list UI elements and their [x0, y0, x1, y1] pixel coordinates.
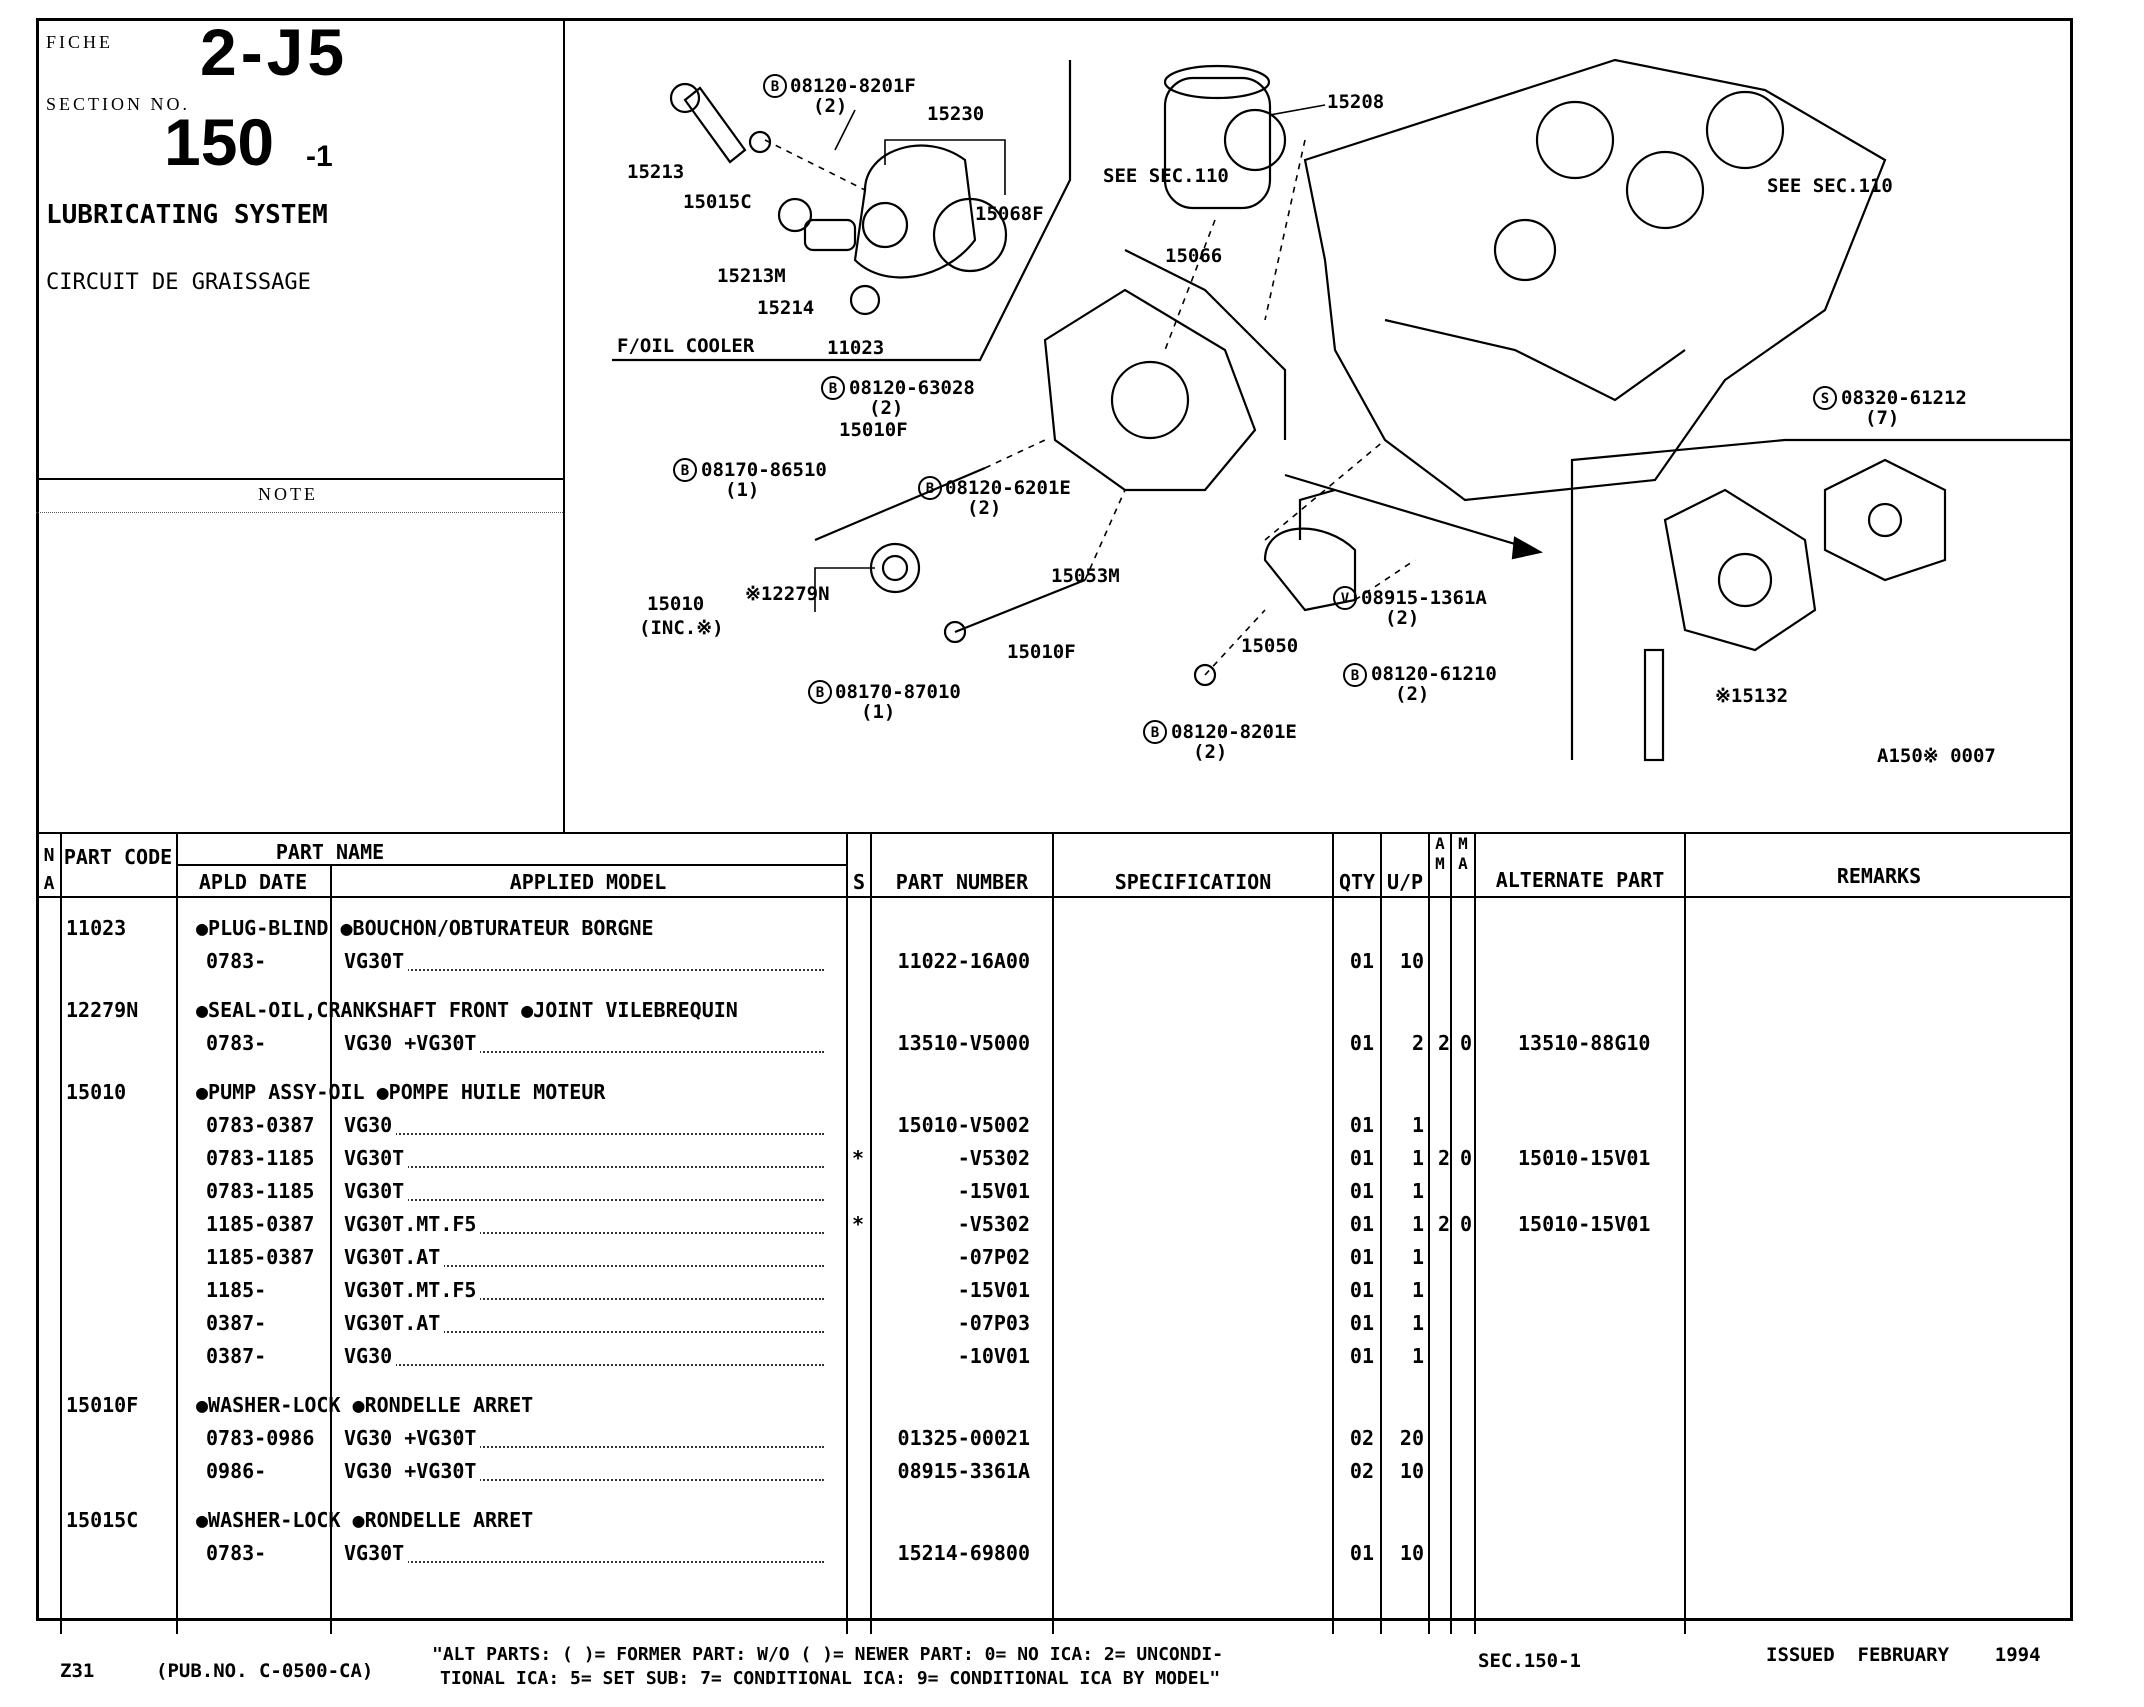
part-number: 15214-69800	[897, 1541, 1030, 1565]
apld-date: 0783-0387	[206, 1113, 315, 1137]
apld-date: 0783-1185	[206, 1146, 315, 1170]
label-08120-6201E-qty: (2)	[967, 497, 1002, 519]
label-08320-61212: 08320-61212	[1841, 387, 1967, 409]
crankshaft-seal-inner	[883, 556, 907, 580]
label-15208: 15208	[1327, 91, 1385, 113]
unit-pack: 10	[1399, 949, 1424, 973]
part-number: -15V01	[957, 1278, 1030, 1302]
section-value: 150	[164, 105, 275, 179]
label-08320-61212-qty: (7)	[1865, 407, 1900, 429]
oil-cooler-bolt	[685, 88, 745, 162]
apld-date: 1185-0387	[206, 1245, 315, 1269]
quantity: 01	[1349, 1179, 1374, 1203]
header-applied-model: APPLIED MODEL	[509, 870, 667, 894]
part-number: -07P03	[957, 1311, 1030, 1335]
header-alternate-part: ALTERNATE PART	[1495, 868, 1665, 892]
quantity: 01	[1349, 1344, 1374, 1368]
mark-B-3: B	[680, 463, 690, 479]
apld-date: 1185-	[206, 1278, 267, 1302]
alternate-part: 13510-88G10	[1518, 1031, 1651, 1055]
part-code: 15010	[66, 1080, 127, 1104]
oil-cooler-body	[855, 146, 975, 278]
label-15015C: 15015C	[683, 191, 752, 213]
apld-date: 0783-	[206, 949, 267, 973]
quantity: 01	[1349, 1541, 1374, 1565]
unit-pack: 10	[1399, 1459, 1424, 1483]
oil-pump-gasket	[1125, 250, 1285, 440]
quantity: 02	[1349, 1426, 1374, 1450]
header-specification: SPECIFICATION	[1114, 870, 1272, 894]
supersession-mark: *	[852, 1146, 865, 1170]
label-15213: 15213	[627, 161, 685, 183]
col-line-code	[176, 832, 178, 1634]
label-08915-1361A-qty: (2)	[1385, 607, 1420, 629]
leader-15208	[1270, 105, 1325, 115]
label-08120-8201F-qty: (2)	[813, 95, 848, 117]
oil-cooler-plug	[851, 286, 879, 314]
ica-code-ma: 0	[1460, 1031, 1473, 1055]
dot-leader	[344, 1561, 824, 1563]
applied-model: VG30 +VG30T	[344, 1426, 480, 1450]
label-08120-61210-qty: (2)	[1395, 683, 1430, 705]
oil-pump-housing	[1045, 290, 1255, 490]
quantity: 01	[1349, 1146, 1374, 1170]
apld-date: 1185-0387	[206, 1212, 315, 1236]
guide-line-8	[1265, 440, 1385, 540]
unit-pack: 1	[1411, 1113, 1424, 1137]
header-am: A M	[1435, 834, 1445, 873]
title-english: LUBRICATING SYSTEM	[46, 200, 328, 230]
applied-model: VG30T.AT	[344, 1245, 444, 1269]
part-number: -15V01	[957, 1179, 1030, 1203]
applied-model: VG30T.MT.F5	[344, 1212, 480, 1236]
footer-legend-2: TIONAL ICA: 5= SET SUB: 7= CONDITIONAL ICA: 9= CONDITIONAL ICA BY MODEL"	[440, 1668, 1221, 1689]
part-number: 01325-00021	[897, 1426, 1030, 1450]
label-15214: 15214	[757, 297, 815, 319]
label-08120-63028-qty: (2)	[869, 397, 904, 419]
unit-pack: 1	[1411, 1245, 1424, 1269]
inset-arrow	[1285, 475, 1535, 550]
section-label: SECTION NO.	[46, 94, 190, 114]
col-line-pn	[1052, 832, 1054, 1634]
label-08120-8201E: 08120-8201E	[1171, 721, 1297, 743]
note-under-rule	[36, 512, 563, 513]
oil-cooler-bolt-head	[671, 84, 699, 112]
label-15010F-b: 15010F	[1007, 641, 1076, 663]
apld-date: 0783-1185	[206, 1179, 315, 1203]
exploded-parts-diagram	[565, 20, 2071, 832]
header-part-code: PART CODE	[63, 845, 173, 869]
label-11023: 11023	[827, 337, 885, 359]
header-part-number: PART NUMBER	[895, 870, 1029, 894]
label-15213M: 15213M	[717, 265, 786, 287]
part-name: ●PLUG-BLIND ●BOUCHON/OBTURATEUR BORGNE	[196, 916, 654, 940]
applied-model: VG30	[344, 1113, 396, 1137]
header-remarks: REMARKS	[1836, 864, 1922, 888]
quantity: 02	[1349, 1459, 1374, 1483]
guide-line-4	[985, 440, 1045, 468]
oil-cooler-nut	[779, 199, 811, 231]
header-bottom-rule	[36, 896, 2073, 898]
crankshaft-seal	[871, 544, 919, 592]
header-up: U/P	[1386, 870, 1424, 894]
quantity: 01	[1349, 949, 1374, 973]
label-15010F-a: 15010F	[839, 419, 908, 441]
oil-strainer-pipe	[1300, 490, 1335, 540]
mark-B-1: B	[770, 79, 780, 95]
fiche-value: 2-J5	[200, 15, 349, 89]
note-label: NOTE	[258, 484, 318, 504]
mark-S: S	[1820, 391, 1830, 407]
header-mid-rule	[176, 864, 848, 866]
label-15050: 15050	[1241, 635, 1299, 657]
label-15010: 15010	[647, 593, 705, 615]
label-oil-cooler: F/OIL COOLER	[617, 335, 755, 357]
unit-pack: 1	[1411, 1146, 1424, 1170]
part-number: 11022-16A00	[897, 949, 1030, 973]
apld-date: 0387-	[206, 1311, 267, 1335]
section-suffix: -1	[306, 140, 333, 173]
dot-leader	[344, 1364, 824, 1366]
label-08915-1361A: 08915-1361A	[1361, 587, 1487, 609]
applied-model: VG30 +VG30T	[344, 1031, 480, 1055]
unit-pack: 10	[1399, 1541, 1424, 1565]
inset-pump-body	[1665, 490, 1815, 650]
applied-model: VG30 +VG30T	[344, 1459, 480, 1483]
part-number: -V5302	[957, 1146, 1030, 1170]
part-number: 08915-3361A	[897, 1459, 1030, 1483]
mark-B-7: B	[1150, 725, 1160, 741]
inset-pump-rotor	[1719, 554, 1771, 606]
alternate-part: 15010-15V01	[1518, 1146, 1651, 1170]
col-line-am	[1450, 832, 1452, 1634]
engine-cylinder-2	[1627, 152, 1703, 228]
part-name: ●PUMP ASSY-OIL ●POMPE HUILE MOTEUR	[196, 1080, 606, 1104]
label-15132: ※15132	[1715, 685, 1789, 707]
unit-pack: 1	[1411, 1212, 1424, 1236]
part-number: -10V01	[957, 1344, 1030, 1368]
part-code: 15010F	[66, 1393, 139, 1417]
applied-model: VG30T	[344, 1541, 408, 1565]
engine-cylinder-1	[1537, 102, 1613, 178]
guide-line-2	[1165, 220, 1215, 350]
applied-model: VG30T.MT.F5	[344, 1278, 480, 1302]
header-apld-date: APLD DATE	[198, 870, 308, 894]
dot-leader	[344, 969, 824, 971]
inset-arrow-head	[1513, 538, 1540, 558]
col-line-ma	[1474, 832, 1476, 1634]
oil-cooler-port	[863, 203, 907, 247]
relief-valve-spring	[1645, 650, 1663, 760]
applied-model: VG30	[344, 1344, 396, 1368]
diagram-reference-code: A150※ 0007	[1877, 745, 1996, 767]
label-12279N: ※12279N	[745, 583, 830, 605]
engine-block-outline	[1305, 60, 1885, 500]
quantity: 01	[1349, 1031, 1374, 1055]
apld-date: 0783-	[206, 1031, 267, 1055]
engine-cylinder-3	[1707, 92, 1783, 168]
ica-code-am: 2	[1438, 1212, 1451, 1236]
quantity: 01	[1349, 1278, 1374, 1302]
inset-pump-cover	[1825, 460, 1945, 580]
label-08170-86510-qty: (1)	[725, 479, 760, 501]
label-08120-63028: 08120-63028	[849, 377, 975, 399]
title-french: CIRCUIT DE GRAISSAGE	[46, 270, 311, 295]
dot-leader	[344, 1133, 824, 1135]
ica-code-ma: 0	[1460, 1146, 1473, 1170]
apld-date: 0783-	[206, 1541, 267, 1565]
label-see-sec-110-a: SEE SEC.110	[1103, 165, 1229, 187]
dot-leader	[344, 1199, 824, 1201]
unit-pack: 20	[1399, 1426, 1424, 1450]
quantity: 01	[1349, 1212, 1374, 1236]
quantity: 01	[1349, 1311, 1374, 1335]
unit-pack: 1	[1411, 1344, 1424, 1368]
label-08170-87010: 08170-87010	[835, 681, 961, 703]
part-number: 13510-V5000	[897, 1031, 1030, 1055]
engine-cylinder-4	[1495, 220, 1555, 280]
col-line-na	[60, 832, 62, 1634]
engine-block-skirt	[1385, 320, 1685, 400]
apld-date: 0387-	[206, 1344, 267, 1368]
label-08170-87010-qty: (1)	[861, 701, 896, 723]
col-line-alt	[1684, 832, 1686, 1634]
label-15066: 15066	[1165, 245, 1223, 267]
part-code: 12279N	[66, 998, 139, 1022]
applied-model: VG30T.AT	[344, 1311, 444, 1335]
part-name: ●SEAL-OIL,CRANKSHAFT FRONT ●JOINT VILEBREQUIN	[196, 998, 738, 1022]
apld-date: 0986-	[206, 1459, 267, 1483]
mark-B-6: B	[815, 685, 825, 701]
oil-filter-face	[1225, 110, 1285, 170]
unit-pack: 1	[1411, 1311, 1424, 1335]
footer-section: SEC.150-1	[1478, 1650, 1581, 1672]
applied-model: VG30T	[344, 949, 408, 973]
applied-model: VG30T	[344, 1146, 408, 1170]
col-line-up	[1428, 832, 1430, 1634]
part-code: 11023	[66, 916, 127, 940]
label-08170-86510: 08170-86510	[701, 459, 827, 481]
header-na: N A	[43, 845, 55, 894]
label-15010-inc: (INC.※)	[639, 617, 724, 639]
header-ma: M A	[1458, 834, 1468, 873]
pump-inset-frame	[1572, 440, 2071, 760]
unit-pack: 2	[1411, 1031, 1424, 1055]
guide-line-1	[765, 140, 865, 190]
apld-date: 0783-0986	[206, 1426, 315, 1450]
part-name: ●WASHER-LOCK ●RONDELLE ARRET	[196, 1393, 534, 1417]
footer-legend-1: "ALT PARTS: ( )= FORMER PART: W/O ( )= NEWER PART: 0= NO ICA: 2= UNCONDI-	[432, 1644, 1224, 1665]
dot-leader	[344, 1166, 824, 1168]
oil-cooler-center-bolt	[805, 220, 855, 250]
label-15068F: 15068F	[975, 203, 1044, 225]
supersession-mark: *	[852, 1212, 865, 1236]
quantity: 01	[1349, 1245, 1374, 1269]
footer-pub-no: (PUB.NO. C-0500-CA)	[156, 1660, 374, 1682]
ica-code-am: 2	[1438, 1031, 1451, 1055]
label-15230: 15230	[927, 103, 985, 125]
label-15053M: 15053M	[1051, 565, 1120, 587]
oil-pump-rotor	[1112, 362, 1188, 438]
fiche-label: FICHE	[46, 32, 114, 52]
label-see-sec-110-b: SEE SEC.110	[1767, 175, 1893, 197]
mark-B-2: B	[828, 381, 838, 397]
alternate-part: 15010-15V01	[1518, 1212, 1651, 1236]
mark-V: V	[1340, 591, 1350, 607]
part-name: ●WASHER-LOCK ●RONDELLE ARRET	[196, 1508, 534, 1532]
quantity: 01	[1349, 1113, 1374, 1137]
part-number: -07P02	[957, 1245, 1030, 1269]
footer-issued: ISSUED FEBRUARY 1994	[1766, 1644, 2041, 1666]
pump-bolt-lower	[955, 580, 1085, 632]
mark-B-4: B	[925, 481, 935, 497]
header-s: S	[852, 870, 866, 894]
applied-model: VG30T	[344, 1179, 408, 1203]
header-part-name: PART NAME	[275, 840, 385, 864]
inset-pump-cover-hole	[1869, 504, 1901, 536]
header-qty: QTY	[1338, 870, 1376, 894]
unit-pack: 1	[1411, 1278, 1424, 1302]
part-number: -V5302	[957, 1212, 1030, 1236]
ica-code-am: 2	[1438, 1146, 1451, 1170]
mark-B-5: B	[1350, 668, 1360, 684]
part-code: 15015C	[66, 1508, 139, 1532]
note-top-rule	[36, 478, 563, 480]
diagram-bottom-rule	[36, 832, 2073, 834]
label-08120-8201E-qty: (2)	[1193, 741, 1228, 763]
label-08120-6201E: 08120-6201E	[945, 477, 1071, 499]
label-08120-61210: 08120-61210	[1371, 663, 1497, 685]
unit-pack: 1	[1411, 1179, 1424, 1203]
oil-cooler-washer	[750, 132, 770, 152]
label-08120-8201F: 08120-8201F	[790, 75, 916, 97]
footer-page: Z31	[60, 1660, 95, 1682]
part-number: 15010-V5002	[897, 1113, 1030, 1137]
ica-code-ma: 0	[1460, 1212, 1473, 1236]
